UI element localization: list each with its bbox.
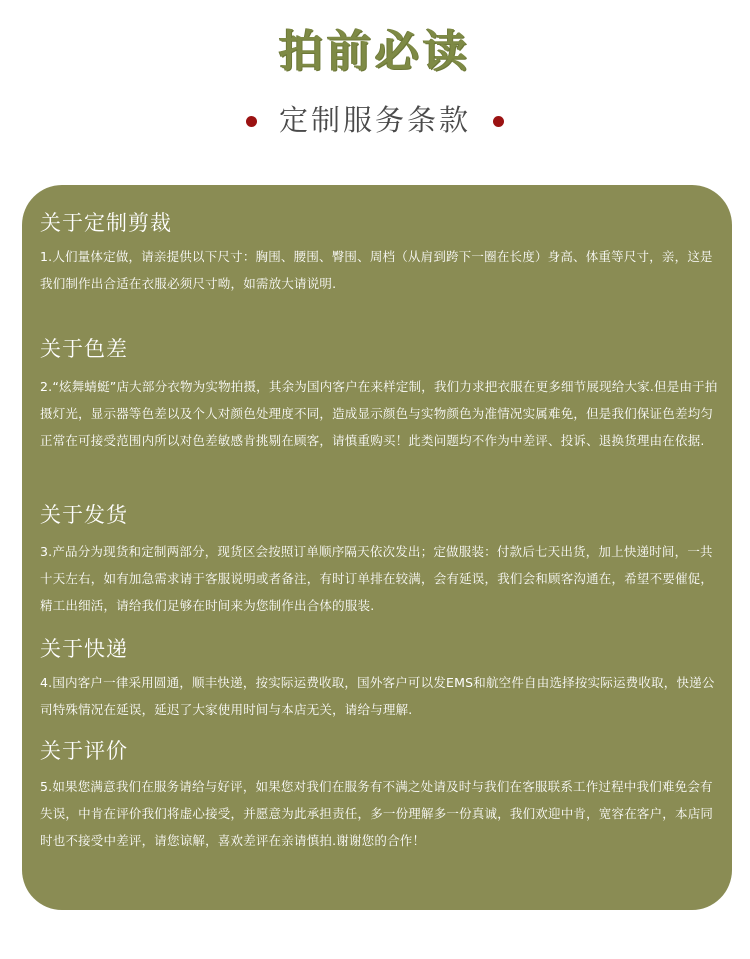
section-custom-tailoring	[40, 209, 718, 297]
section-body: 5.如果您满意我们在服务请给与好评，如果您对我们在服务有不满之处请及时与我们在客服联系工作过程中我们难免会有失误，中肯在评价我们将虚心接受，并愿意为此承担责任，多一份理解多一份真诚，我们欢迎中肯，宽容在客户，本店同时也不接受中差评，请您谅解，喜欢差评在亲请慎拍.谢谢您的合作！	[40, 779, 714, 848]
section-body: 1.人们量体定做，请亲提供以下尺寸：胸围、腰围、臀围、周档（从肩到跨下一圈在长度）身高、体重等尺寸，亲，这是我们制作出合适在衣服必须尺寸呦，如需放大请说明.	[40, 249, 713, 291]
section-color-difference	[40, 335, 718, 454]
page-title: 拍前必读	[279, 26, 471, 77]
section-heading: 关于评价	[40, 739, 128, 763]
section-heading: 关于发货	[40, 503, 128, 527]
bullet-dot-left	[246, 116, 257, 127]
section-heading: 关于色差	[40, 337, 128, 361]
section-reviews	[40, 737, 718, 854]
section-heading: 关于快递	[40, 637, 128, 661]
terms-panel	[22, 185, 732, 910]
section-body: 2.“炫舞蜻蜓”店大部分衣物为实物拍摄，其余为国内客户在来样定制，我们力求把衣服在更多细节展现给大家.但是由于拍摄灯光，显示器等色差以及个人对颜色处理度不同，造成显示颜色与实物颜色为准情况实属难免，但是我们保证色差均匀正常在可接受范围内所以对色差敏感肯挑剔在顾客，请慎重购买！此类问题均不作为中差评、投诉、退换货理由在依据.	[40, 379, 718, 448]
section-body: 4.国内客户一律采用圆通，顺丰快递，按实际运费收取，国外客户可以发EMS和航空件自由选择按实际运费收取，快递公司特殊情况在延误，延迟了大家使用时间与本店无关，请给与理解.	[40, 675, 715, 717]
section-heading: 关于定制剪裁	[40, 211, 172, 235]
section-shipping	[40, 501, 718, 619]
section-courier	[40, 635, 718, 723]
bullet-dot-right	[493, 116, 504, 127]
subtitle-row	[0, 96, 750, 140]
section-body: 3.产品分为现货和定制两部分，现货区会按照订单顺序隔天依次发出；定做服装：付款后七天出货，加上快递时间，一共十天左右，如有加急需求请于客服说明或者备注，有时订单排在较满，会有延误，我们会和顾客沟通在，希望不要催促，精工出细活，请给我们足够在时间来为您制作出合体的服装.	[40, 544, 714, 613]
page-subtitle: 定制服务条款	[278, 102, 471, 137]
